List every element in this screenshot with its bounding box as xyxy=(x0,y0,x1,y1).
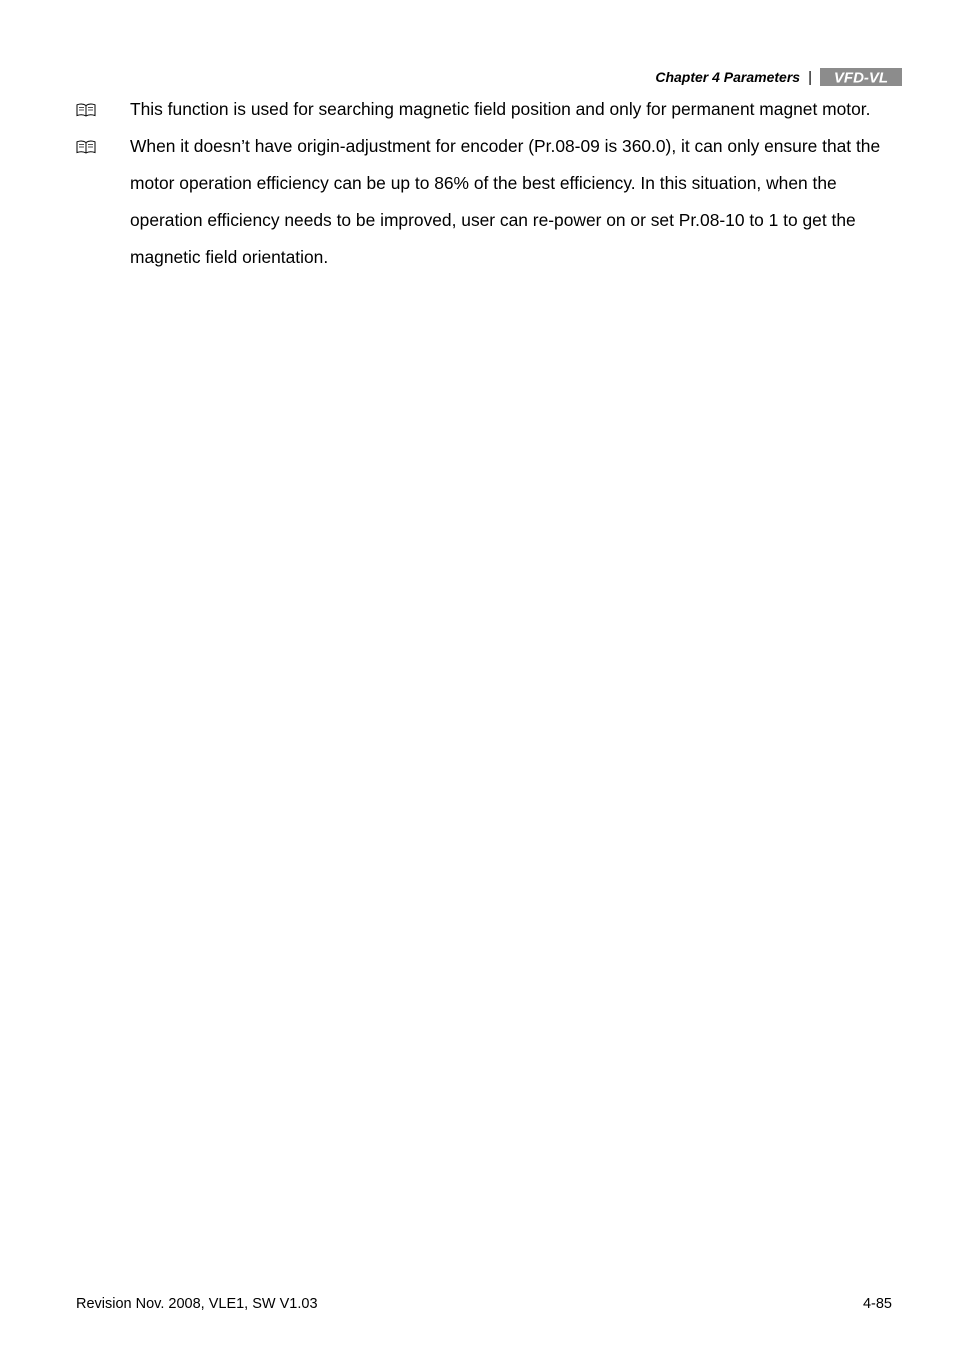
note-text: This function is used for searching magnetic field position and only for permanent magnet motor. xyxy=(130,99,871,119)
logo-text: VFD-VL xyxy=(833,69,889,86)
vfd-vl-logo xyxy=(820,68,902,86)
page-footer xyxy=(76,1296,892,1312)
page-number: 4-85 xyxy=(862,1296,892,1312)
book-icon xyxy=(76,91,130,128)
chapter-title: Chapter 4 Parameters xyxy=(655,69,801,85)
book-icon xyxy=(76,128,130,165)
revision-info: Revision Nov. 2008, VLE1, SW V1.03 xyxy=(76,1296,318,1312)
header-separator: | xyxy=(808,68,812,86)
page-header xyxy=(655,66,902,88)
note-item xyxy=(76,128,906,276)
page-content xyxy=(76,91,906,276)
note-text: When it doesn’t have origin-adjustment for encoder (Pr.08-09 is 360.0), it can only ensure that the motor operation efficiency can be up to 86% of the best efficiency. In this situation, when the operation efficiency needs to be improved, user can re-power on or set Pr.08-10 to 1 to get the magnetic field orientation. xyxy=(130,136,881,267)
note-item xyxy=(76,91,906,128)
